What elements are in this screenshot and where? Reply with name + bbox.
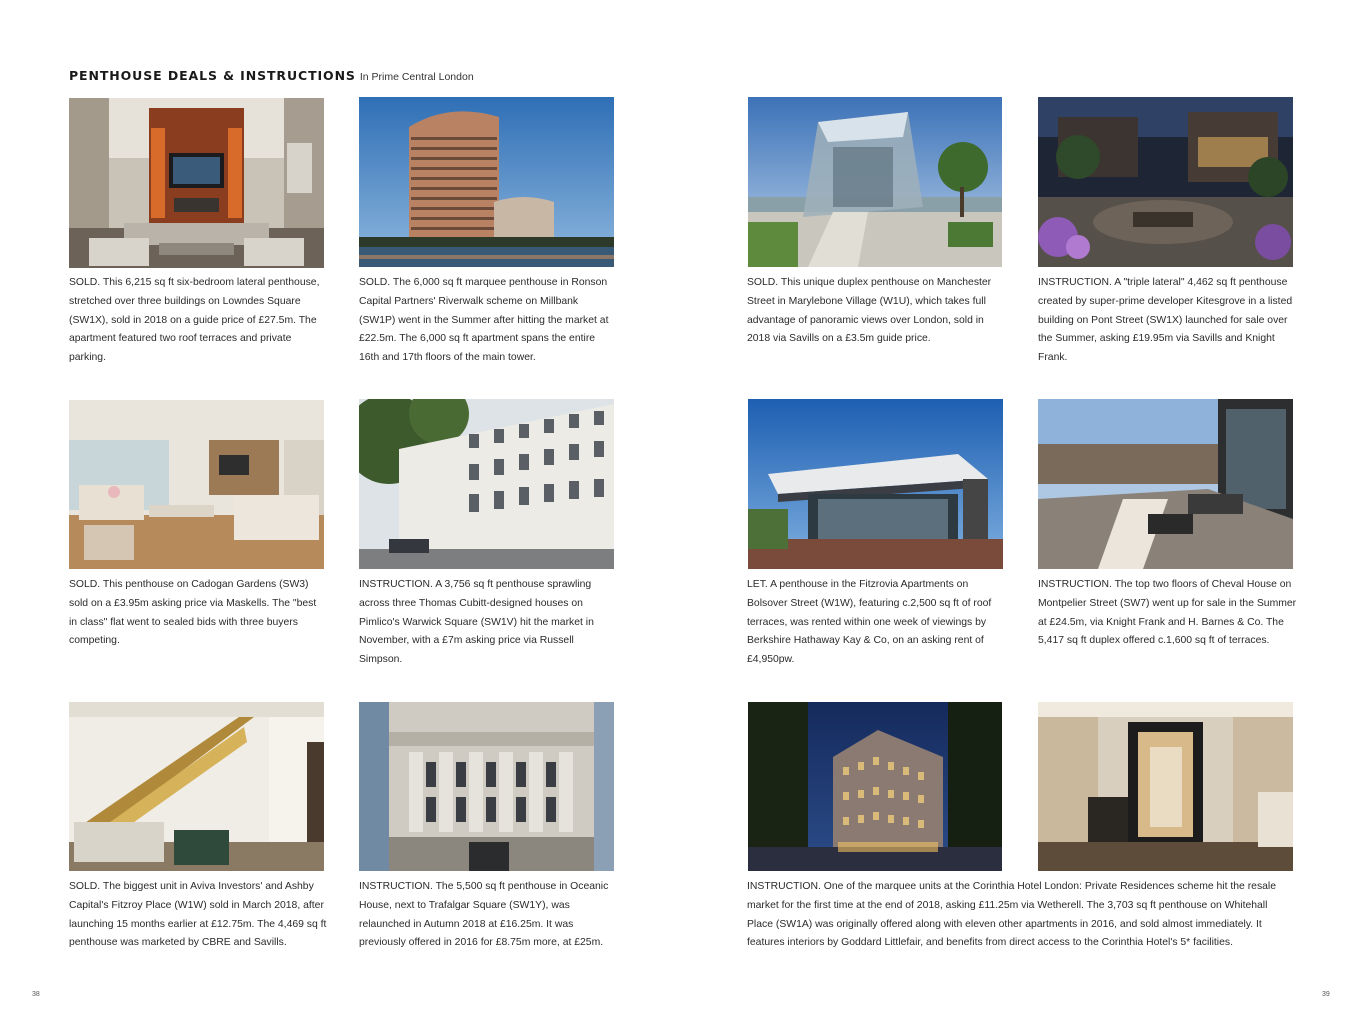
listing-caption: SOLD. The 6,000 sq ft marquee penthouse in Ronson Capital Partners' Riverwalk scheme on Millbank (SW1P) went in the Summer after hitting the market at £22.5m. The 6,000 sq ft apartment spans the entire 16th and 17th floors of the main tower. [359, 277, 609, 364]
page-title: PENTHOUSE DEALS & INSTRUCTIONS [69, 68, 356, 83]
listing-photo-brass-staircase [69, 702, 324, 871]
listing-photo-stucco-terrace [359, 399, 614, 569]
listing-caption: INSTRUCTION. A 3,756 sq ft penthouse sprawling across three Thomas Cubitt-designed houses on Pimlico's Warwick Square (SW1V) hit the market in November, with a £7m asking price via Russell Simpson. [359, 579, 594, 666]
listing-caption: INSTRUCTION. A "triple lateral" 4,462 sq ft penthouse created by super-prime developer Kitesgrove in a listed building on Pont Street (SW1X) launched for sale over the Summer, asking £19.95m via Savills and Knight Frank. [1038, 277, 1293, 364]
listing-caption: INSTRUCTION. The 5,500 sq ft penthouse in Oceanic House, next to Trafalgar Square (SW1Y), was relaunched in Autumn 2018 at £16.25m. It was previously offered in 2016 for £8.75m more, at £25m. [359, 881, 609, 949]
listing-caption-wide: INSTRUCTION. One of the marquee units at the Corinthia Hotel London: Private Residences scheme hit the resale market for the first time at the end of 2018, asking £11.25m via Wetherell. The 3,703 sq ft penthouse on Whitehall Place (SW1A) was originally offered along with eleven other apartments in 2016, and sold almost immediately. It features interiors by Goddard Littlefair, and benefits from direct access to the Corinthia Hotel's 5* facilities. [747, 881, 1277, 949]
listing-photo-corinthia-hotel [748, 702, 1002, 871]
listing-caption: INSTRUCTION. The top two floors of Cheval House on Montpelier Street (SW7) went up for sale in the Summer at £24.5m, via Knight Frank and H. Barnes & Co. The 5,417 sq ft duplex offered c.1,600 sq ft of terraces. [1038, 579, 1297, 647]
listing-photo-modern-pavilion [748, 399, 1003, 569]
listing-caption: SOLD. This penthouse on Cadogan Gardens (SW3) sold on a £3.95m asking price via Maskells. The "best in class" flat went to sealed bids with three buyers competing. [69, 579, 317, 647]
listing-photo-riverside-tower [359, 97, 614, 267]
listing-photo-living-room [69, 98, 324, 268]
listing-photo-glass-pavilion [748, 97, 1002, 267]
listing-photo-stone-facade [359, 702, 614, 871]
page-header [69, 67, 474, 85]
listing-photo-hallway [1038, 702, 1293, 871]
listing-caption: SOLD. The biggest unit in Aviva Investors' and Ashby Capital's Fitzroy Place (W1W) sold in March 2018, after launching 15 months earlier at £12.75m. The 4,469 sq ft penthouse was marketed by CBRE and Savills. [69, 881, 327, 949]
listing-caption: SOLD. This 6,215 sq ft six-bedroom lateral penthouse, stretched over three buildings on Lowndes Square (SW1X), sold in 2018 on a guide price of £27.5m. The apartment featured two roof terraces and private parking. [69, 277, 320, 364]
listing-photo-night-terrace [1038, 97, 1293, 267]
listing-caption: SOLD. This unique duplex penthouse on Manchester Street in Marylebone Village (W1U), which takes full advantage of panoramic views over London, sold in 2018 via Savills on a £3.5m guide price. [747, 277, 992, 345]
page-number-right: 39 [1322, 991, 1330, 998]
listing-photo-terrace-sofas [1038, 399, 1293, 569]
listing-photo-bright-living-room [69, 400, 324, 569]
listing-caption: LET. A penthouse in the Fitzrovia Apartments on Bolsover Street (W1W), featuring c.2,500 sq ft of roof terraces, was rented within one week of viewings by Berkshire Hathaway Kay & Co, on an asking rent of £4,950pw. [747, 579, 992, 666]
page-number-left: 38 [32, 991, 40, 998]
page-subtitle: In Prime Central London [359, 71, 474, 83]
